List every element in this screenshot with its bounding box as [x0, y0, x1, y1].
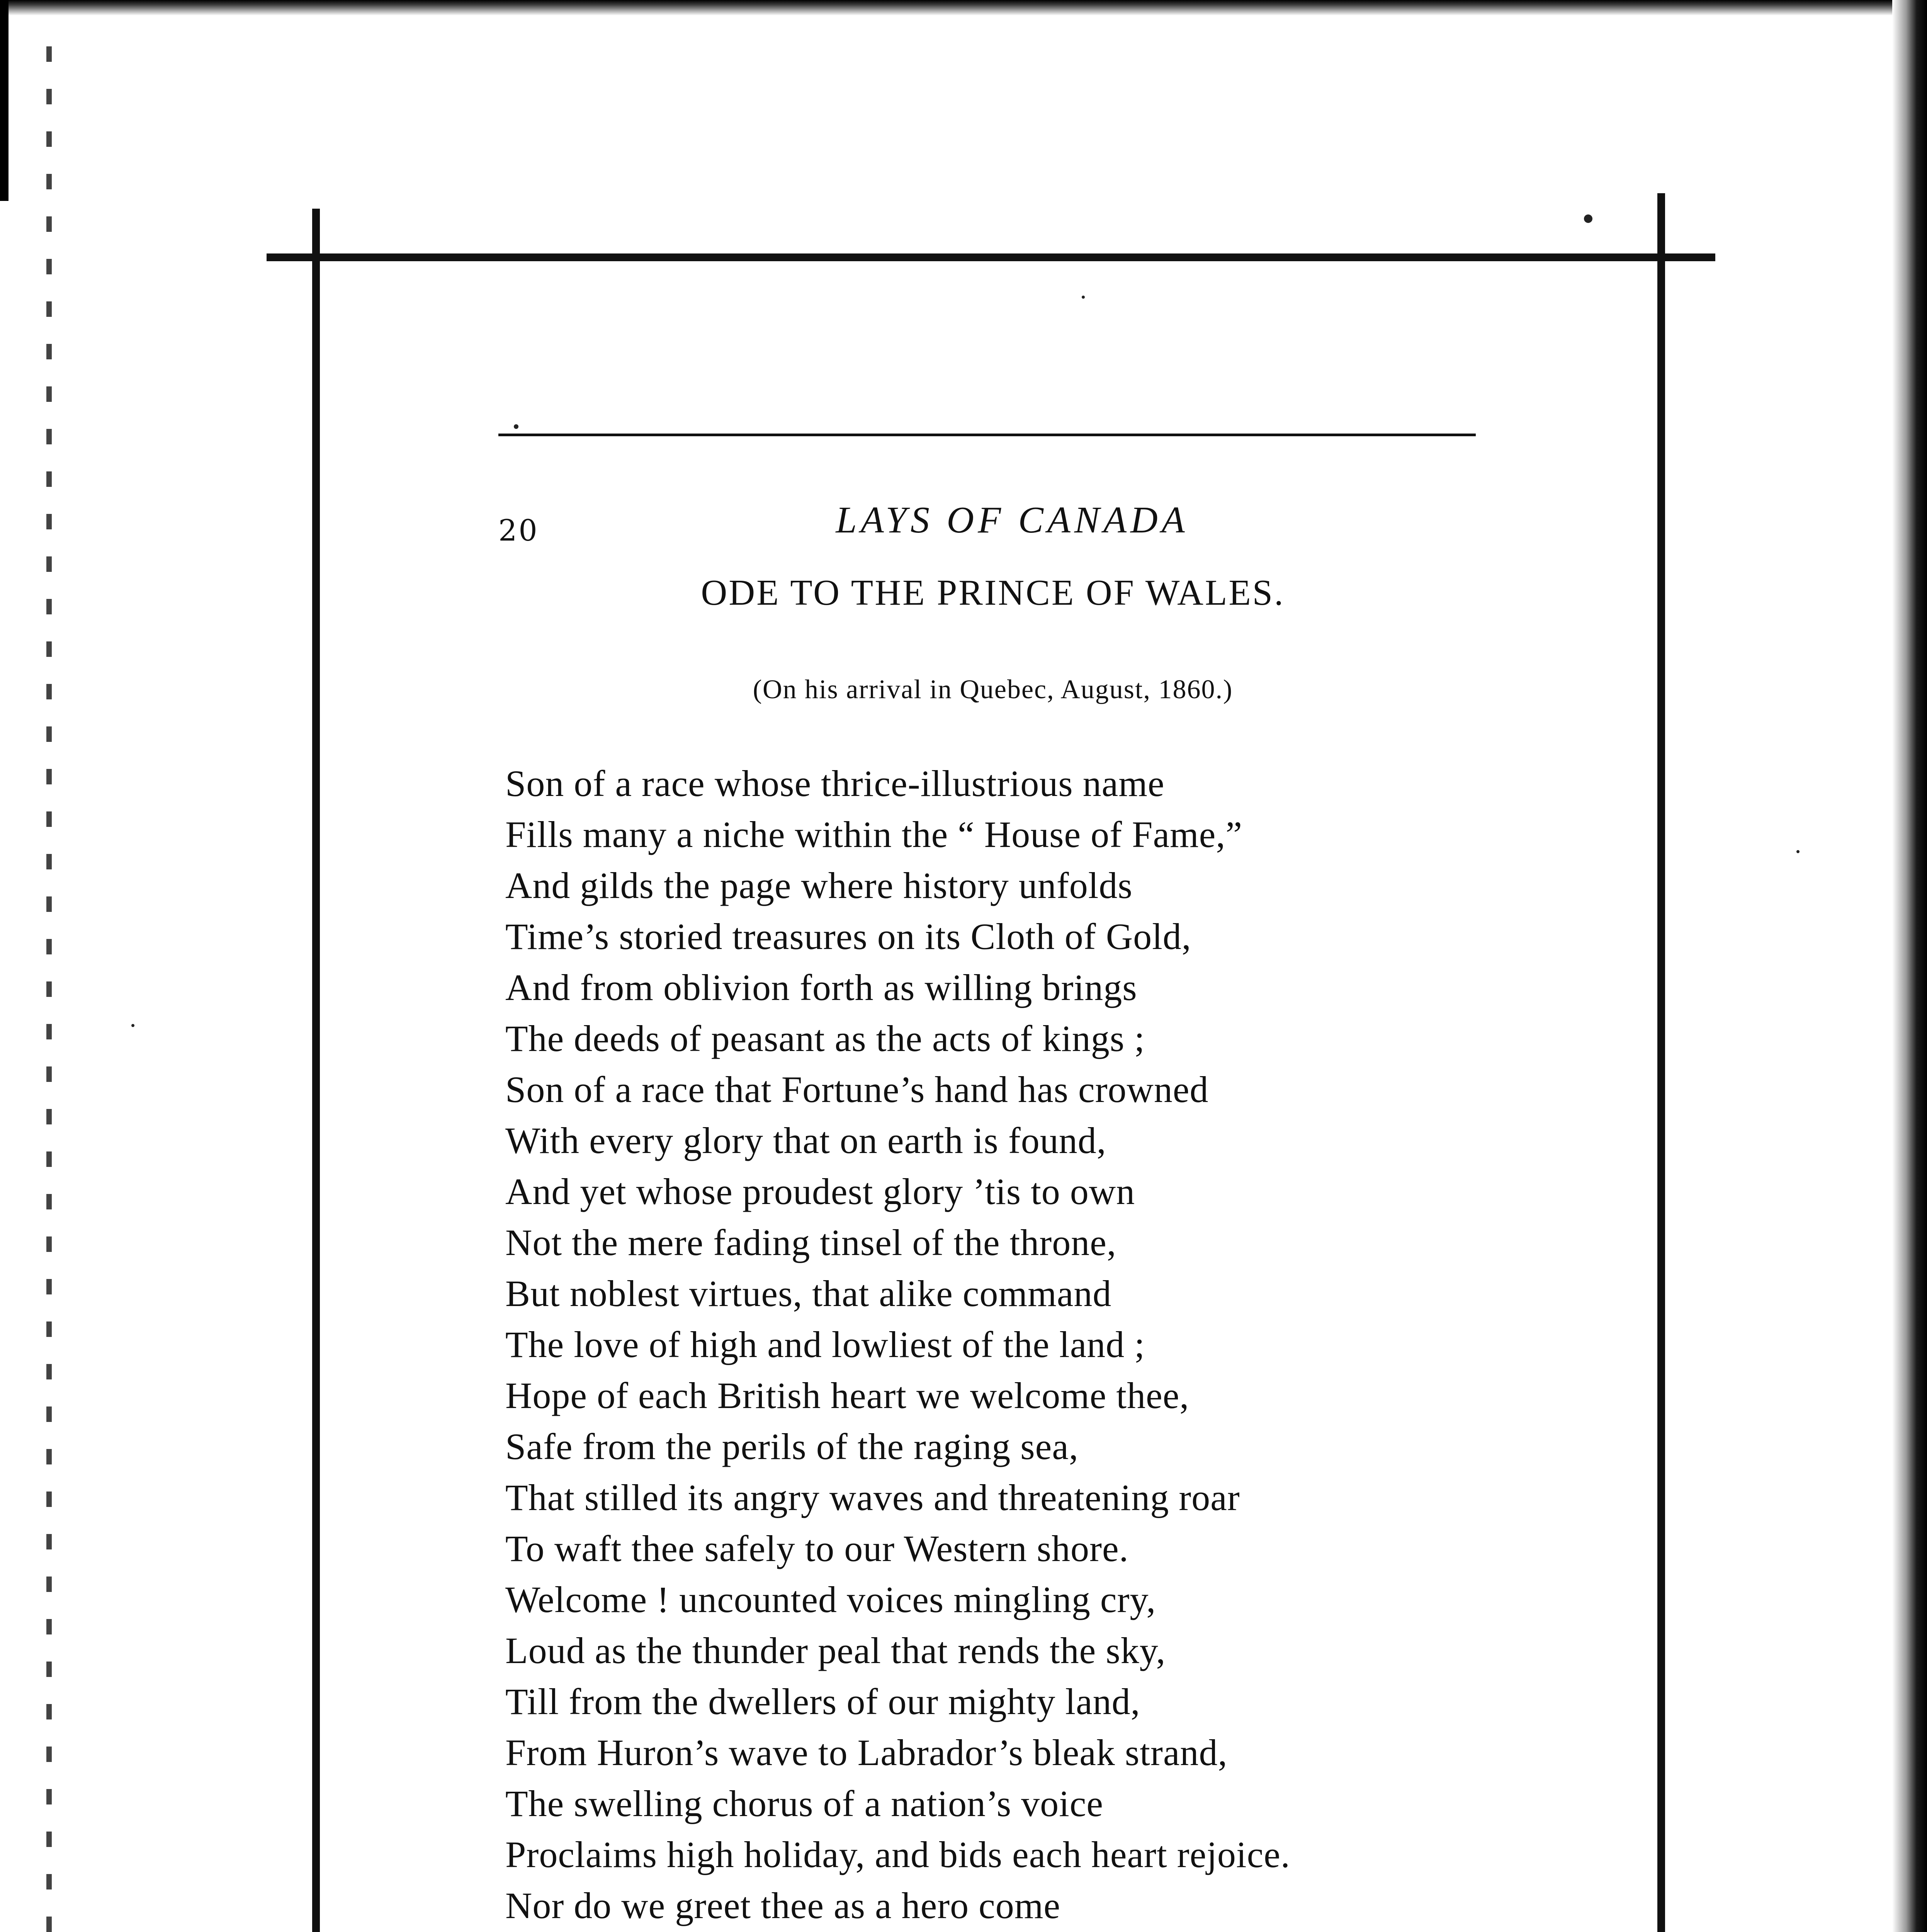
scan-speck [131, 1024, 134, 1027]
poem-verse [505, 758, 1517, 1931]
verse-line: Safe from the perils of the raging sea, [505, 1426, 1079, 1467]
verse-line: But noblest virtues, that alike command [505, 1273, 1112, 1314]
verse-line: Nor do we greet thee as a hero come [505, 1885, 1061, 1926]
verse-line: And yet whose proudest glory ’tis to own [505, 1171, 1135, 1212]
verse-line: From Huron’s wave to Labrador’s bleak strand, [505, 1732, 1228, 1773]
scan-speck [1082, 296, 1085, 299]
page-number: 20 [498, 513, 539, 548]
header-rule [498, 434, 1476, 436]
verse-line: That stilled its angry waves and threatening roar [505, 1477, 1240, 1518]
scan-speck [514, 424, 518, 429]
scan-speck [1796, 850, 1800, 853]
frame-line-right [1657, 193, 1665, 1932]
poem-subtitle: (On his arrival in Quebec, August, 1860.) [753, 675, 1233, 704]
verse-line: Loud as the thunder peal that rends the sky, [505, 1630, 1166, 1671]
scan-edge-top [0, 0, 1927, 15]
verse-line: Not the mere fading tinsel of the throne, [505, 1222, 1116, 1263]
scan-speck [1584, 214, 1592, 223]
verse-line: With every glory that on earth is found, [505, 1120, 1106, 1161]
verse-line: The deeds of peasant as the acts of kings ; [505, 1018, 1145, 1059]
running-title: LAYS OF CANADA [836, 499, 1189, 541]
verse-line: Hope of each British heart we welcome thee, [505, 1375, 1190, 1416]
scan-binding-marks [46, 46, 52, 1932]
poem-title: ODE TO THE PRINCE OF WALES. [701, 573, 1285, 613]
frame-line-top [267, 253, 1715, 261]
frame-line-left [312, 209, 320, 1932]
verse-line: Till from the dwellers of our mighty land, [505, 1681, 1140, 1722]
verse-line: And gilds the page where history unfolds [505, 865, 1133, 906]
scan-edge-left [0, 0, 8, 201]
running-head [498, 498, 1487, 560]
verse-line: Son of a race that Fortune’s hand has crowned [505, 1069, 1209, 1110]
verse-line: To waft thee safely to our Western shore. [505, 1528, 1129, 1569]
verse-line: The swelling chorus of a nation’s voice [505, 1783, 1103, 1824]
verse-line: And from oblivion forth as willing brings [505, 967, 1137, 1008]
scan-edge-right [1892, 0, 1927, 1932]
verse-line: Son of a race whose thrice-illustrious name [505, 763, 1165, 804]
verse-line: Time’s storied treasures on its Cloth of Gold, [505, 916, 1191, 957]
verse-line: The love of high and lowliest of the land ; [505, 1324, 1145, 1365]
verse-line: Welcome ! uncounted voices mingling cry, [505, 1579, 1156, 1620]
verse-line: Fills many a niche within the “ House of Fame,” [505, 814, 1242, 855]
verse-line: Proclaims high holiday, and bids each heart rejoice. [505, 1834, 1290, 1875]
